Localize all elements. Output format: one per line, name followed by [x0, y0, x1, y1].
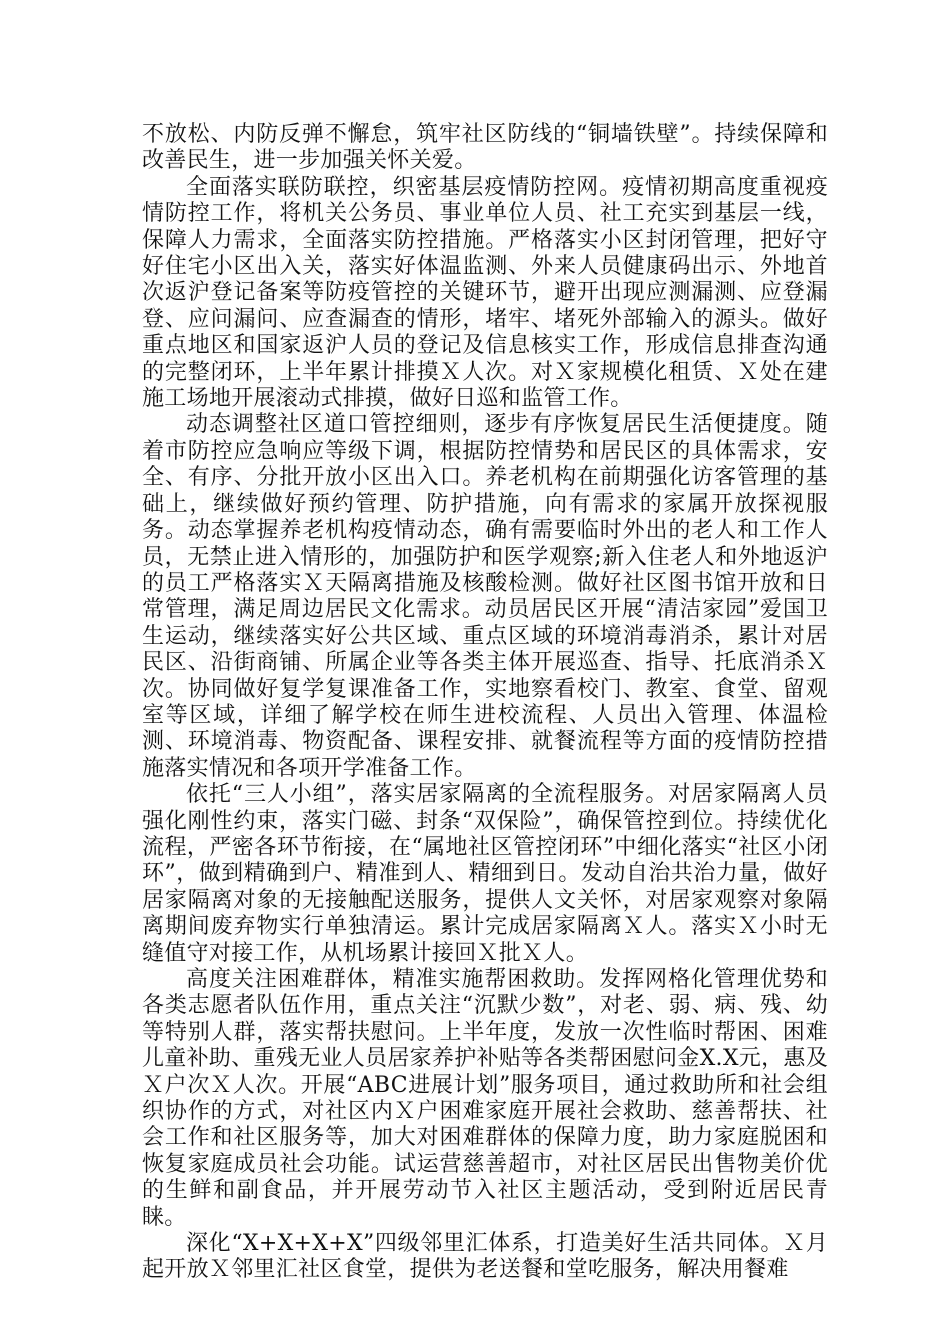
document-page [142, 122, 828, 1284]
paragraph-continuation: 不放松、内防反弹不懈怠，筑牢社区防线的“铜墙铁壁”。持续保障和改善民生，进一步加强关怀关爱。 [142, 122, 828, 174]
paragraph-neighborhood-system: 深化“X+X+X+X”四级邻里汇体系，打造美好生活共同体。Ｘ月起开放Ｘ邻里汇社区食堂，提供为老送餐和堂吃服务，解决用餐难 [142, 1231, 828, 1283]
paragraph-needy-groups: 高度关注困难群体，精准实施帮困救助。发挥网格化管理优势和各类志愿者队伍作用，重点关注“沉默少数”，对老、弱、病、残、幼等特别人群，落实帮扶慰问。上半年度，发放一次性临时帮困、困难儿童补助、重残无业人员居家养护补贴等各类帮困慰问金X.X元，惠及Ｘ户次Ｘ人次。开展“ABC进展计划”服务项目，通过救助所和社会组织协作的方式，对社区内Ｘ户困难家庭开展社会救助、慈善帮扶、社会工作和社区服务等，加大对困难群体的保障力度，助力家庭脱困和恢复家庭成员社会功能。试运营慈善超市，对社区居民出售物美价优的生鲜和副食品，并开展劳动节入社区主题活动，受到附近居民青睐。 [142, 967, 828, 1230]
paragraph-home-isolation: 依托“三人小组”，落实居家隔离的全流程服务。对居家隔离人员强化刚性约束，落实门磁、封条“双保险”，确保管控到位。持续优化流程，严密各环节衔接，在“属地社区管控闭环”中细化落实“社区小闭环”，做到精确到户、精准到人、精细到日。发动自治共治力量，做好居家隔离对象的无接触配送服务，提供人文关怀，对居家观察对象隔离期间废弃物实行单独清运。累计完成居家隔离Ｘ人。落实Ｘ小时无缝值守对接工作，从机场累计接回Ｘ批Ｘ人。 [142, 782, 828, 966]
paragraph-community-entrance-control: 动态调整社区道口管控细则，逐步有序恢复居民生活便捷度。随着市防控应急响应等级下调，根据防控情势和居民区的具体需求，安全、有序、分批开放小区出入口。养老机构在前期强化访客管理的基础上，继续做好预约管理、防护措施，向有需求的家属开放探视服务。动态掌握养老机构疫情动态，确有需要临时外出的老人和工作人员，无禁止进入情形的，加强防护和医学观察;新入住老人和外地返沪的员工严格落实Ｘ天隔离措施及核酸检测。做好社区图书馆开放和日常管理，满足周边居民文化需求。动员居民区开展“清洁家园”爱国卫生运动，继续落实好公共区域、重点区域的环境消毒消杀，累计对居民区、沿街商铺、所属企业等各类主体开展巡查、指导、托底消杀Ｘ次。协同做好复学复课准备工作，实地察看校门、教室、食堂、留观室等区域，详细了解学校在师生进校流程、人员出入管理、体温检测、环境消毒、物资配备、课程安排、就餐流程等方面的疫情防控措施落实情况和各项开学准备工作。 [142, 412, 828, 781]
paragraph-joint-prevention: 全面落实联防联控，织密基层疫情防控网。疫情初期高度重视疫情防控工作，将机关公务员、事业单位人员、社工充实到基层一线，保障人力需求，全面落实防控措施。严格落实小区封闭管理，把好守好住宅小区出入关，落实好体温监测、外来人员健康码出示、外地首次返沪登记备案等防疫管控的关键环节，避开出现应测漏测、应登漏登、应问漏问、应查漏查的情形，堵牢、堵死外部输入的源头。做好重点地区和国家返沪人员的登记及信息核实工作，形成信息排查沟通的完整闭环，上半年累计排摸Ｘ人次。对Ｘ家规模化租赁、Ｘ处在建施工场地开展滚动式排摸，做好日巡和监管工作。 [142, 174, 828, 412]
